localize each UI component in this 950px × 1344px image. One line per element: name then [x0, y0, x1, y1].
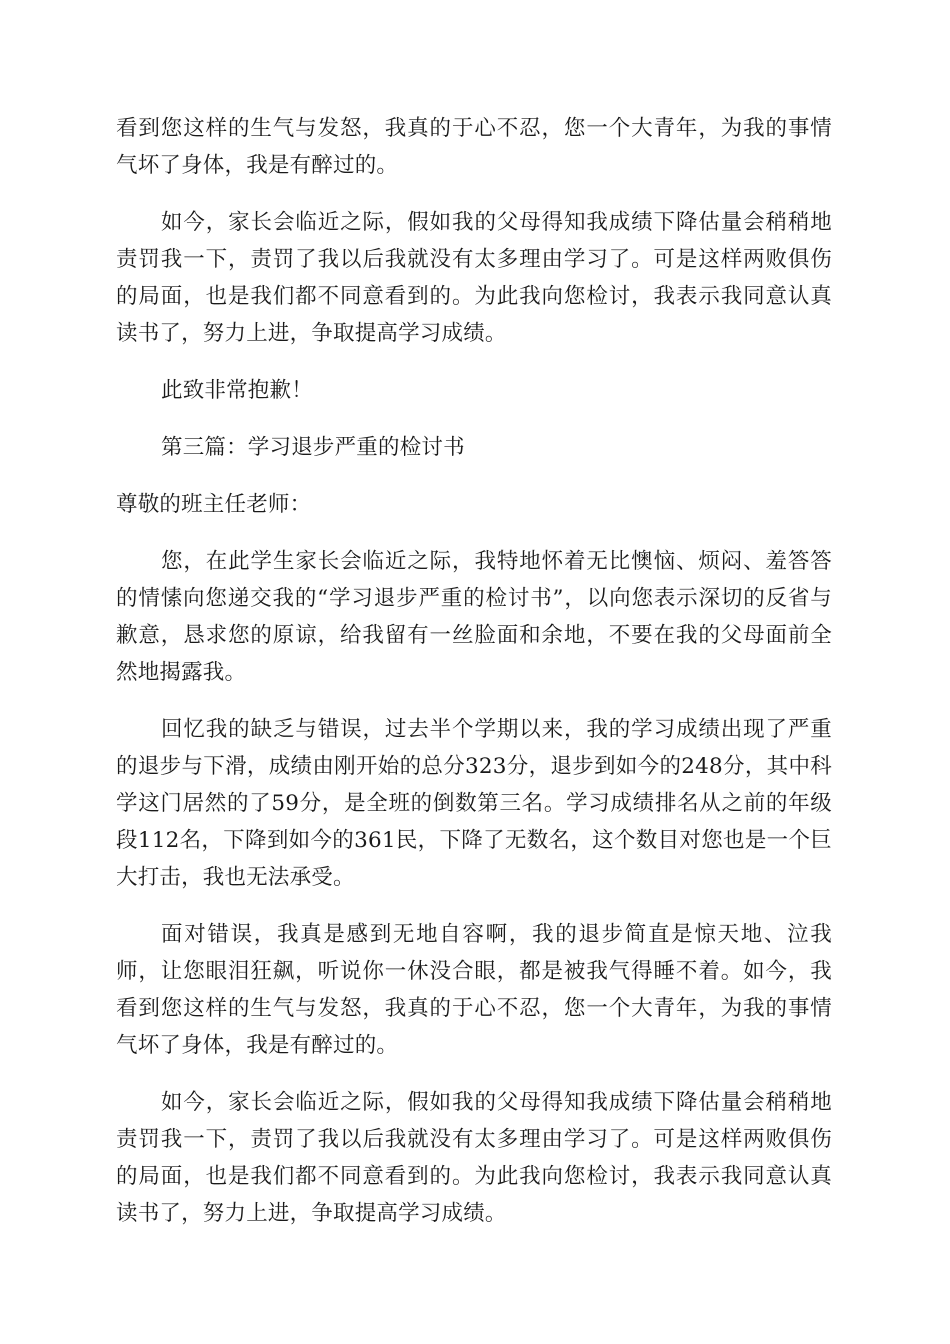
salutation: 尊敬的班主任老师：	[116, 492, 312, 517]
paragraph-parents-meeting-repeat: 如今，家长会临近之际，假如我的父母得知我成绩下降估量会稍稍地责罚我一下，责罚了我以后我就没有太多理由学习了。可是这样两败俱伤的局面，也是我们都不同意看到的。为此我向您检讨，我表示我同意认真读书了，努力上进，争取提高学习成绩。	[116, 1090, 832, 1226]
document-page	[116, 110, 832, 1232]
section-heading: 第三篇：学习退步严重的检讨书	[161, 435, 465, 460]
paragraph-introduction: 您，在此学生家长会临近之际，我特地怀着无比懊恼、烦闷、羞答答的情愫向您递交我的“学习退步严重的检讨书”，以向您表示深切的反省与歉意，恳求您的原谅，给我留有一丝脸面和余地，不要在我的父母面前全然地揭露我。	[116, 549, 832, 685]
paragraph-reflection: 回忆我的缺乏与错误，过去半个学期以来，我的学习成绩出现了严重的退步与下滑，成绩由刚开始的总分323分，退步到如今的248分，其中科学这门居然的了59分，是全班的倒数第三名。学习成绩排名从之前的年级段112名，下降到如今的361民，下降了无数名，这个数目对您也是一个巨大打击，我也无法承受。	[116, 717, 832, 890]
paragraph-parents-meeting: 如今，家长会临近之际，假如我的父母得知我成绩下降估量会稍稍地责罚我一下，责罚了我以后我就没有太多理由学习了。可是这样两败俱伤的局面，也是我们都不同意看到的。为此我向您检讨，我表示我同意认真读书了，努力上进，争取提高学习成绩。	[116, 210, 832, 346]
paragraph-continued: 看到您这样的生气与发怒，我真的于心不忍，您一个大青年，为我的事情气坏了身体，我是有醉过的。	[116, 116, 832, 178]
paragraph-apology-closing: 此致非常抱歉！	[161, 378, 313, 403]
paragraph-facing-errors: 面对错误，我真是感到无地自容啊，我的退步简直是惊天地、泣我师，让您眼泪狂飙，听说你一休没合眼，都是被我气得睡不着。如今，我看到您这样的生气与发怒，我真的于心不忍，您一个大青年，为我的事情气坏了身体，我是有醉过的。	[116, 922, 832, 1058]
